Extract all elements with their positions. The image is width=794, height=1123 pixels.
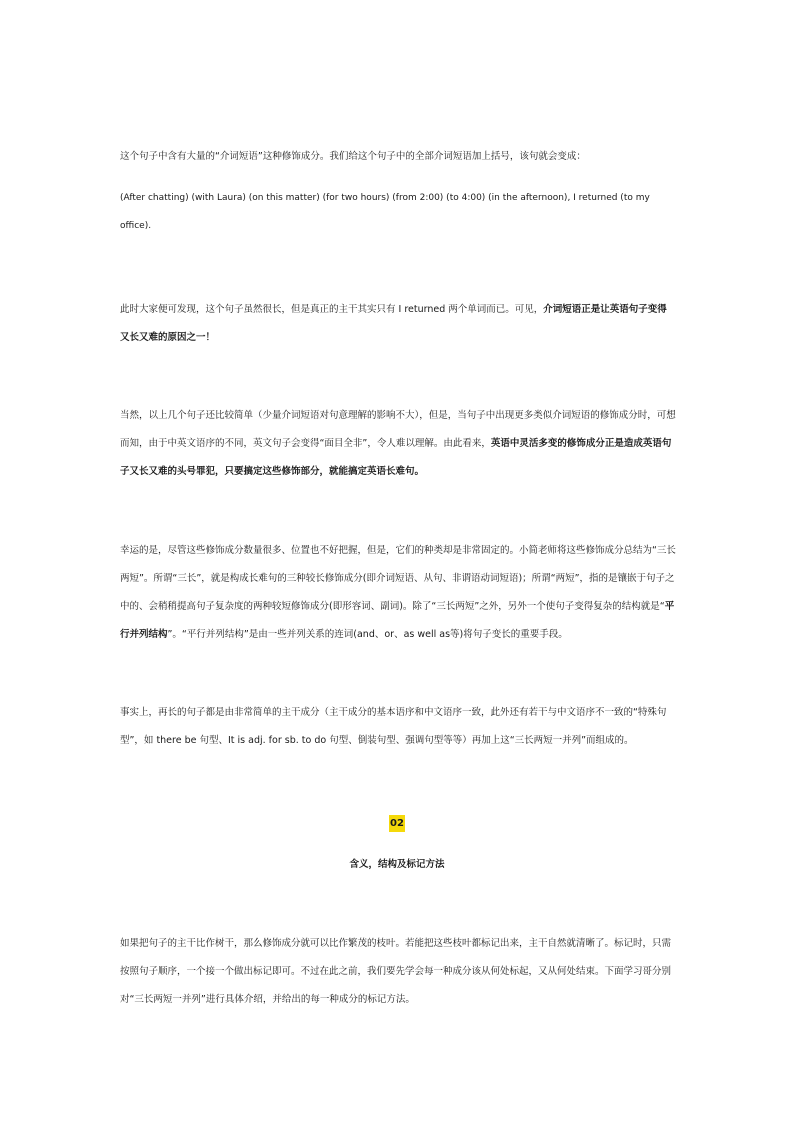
paragraph-4-emphasis: 英语中灵活多变的修饰成分正是造成英语句子又长又难的头号罪犯，只要搞定这些修饰部分，就能搞定英语长难句。 xyxy=(120,438,672,477)
paragraph-4-text: 当然，以上几个句子还比较简单（少量介词短语对句意理解的影响不大），但是，当句子中出现更多类似介词短语的修饰成分时，可想而知，由于中英文语序的不同，英文句子会变得“面目全非”，令人难以理解。由此看来， xyxy=(120,410,676,449)
paragraph-3-text: 此时大家便可发现，这个句子虽然很长，但是真正的主干其实只有 I returned 两个单词而已。可见， xyxy=(120,304,544,315)
paragraph-7: 如果把句子的主干比作树干，那么修饰成分就可以比作繁茂的枝叶。若能把这些枝叶都标记出来，主干自然就清晰了。标记时，只需按照句子顺序，一个接一个做出标记即可。不过在此之前，我们要先学会每一种成分该从何处标起，又从何处结束。下面学习哥分别对“三长两短一并列”进行具体介绍，并给出的每一种成分的标记方法。 xyxy=(120,938,672,1005)
paragraph-1: 这个句子中含有大量的“介词短语”这种修饰成分。我们给这个句子中的全部介词短语加上括号，该句就会变成： xyxy=(120,151,586,162)
paragraph-5-text-end: ”。“平行并列结构”是由一些并列关系的连词(and、or、as well as等)将句子变长的重要手段。 xyxy=(167,629,568,640)
paragraph-5-emphasis: 平行并列结构 xyxy=(120,601,675,640)
paragraph-5 xyxy=(120,537,676,649)
paragraph-3-emphasis: 介词短语正是让英语句子变得又长又难的原因之一！ xyxy=(120,304,667,343)
paragraph-6: 事实上，再长的句子都是由非常简单的主干成分（主干成分的基本语序和中文语序一致，此外还有若干与中文语序不一致的“特殊句型”，如 there be 句型、It is adj. for sb. to do 句型、倒装句型、强调句型等等）再加上这“三长两短一并列”而组成的。 xyxy=(120,707,667,746)
section-number-badge: 02 xyxy=(389,815,405,832)
section-title: 含义，结构及标记方法 xyxy=(349,859,445,870)
paragraph-3 xyxy=(120,296,676,352)
paragraph-5-text: 幸运的是，尽管这些修饰成分数量很多、位置也不好把握，但是，它们的种类却是非常固定的。小简老师将这些修饰成分总结为“三长两短”。所谓“三长”，就是构成长难句的三种较长修饰成分(即介词短语、从句、非谓语动词短语)；所谓“两短”，指的是镶嵌于句子之中的、会稍稍提高句子复杂度的两种较短修饰成分(即形容词、副词)。除了“三长两短”之外，另外一个使句子变得复杂的结构就是“ xyxy=(120,545,676,612)
paragraph-2-example-sentence: (After chatting) (with Laura) (on this matter) (for two hours) (from 2:00) (to 4:00) (in the afternoon), I returned (to my office). xyxy=(120,193,650,231)
paragraph-4 xyxy=(120,402,676,486)
